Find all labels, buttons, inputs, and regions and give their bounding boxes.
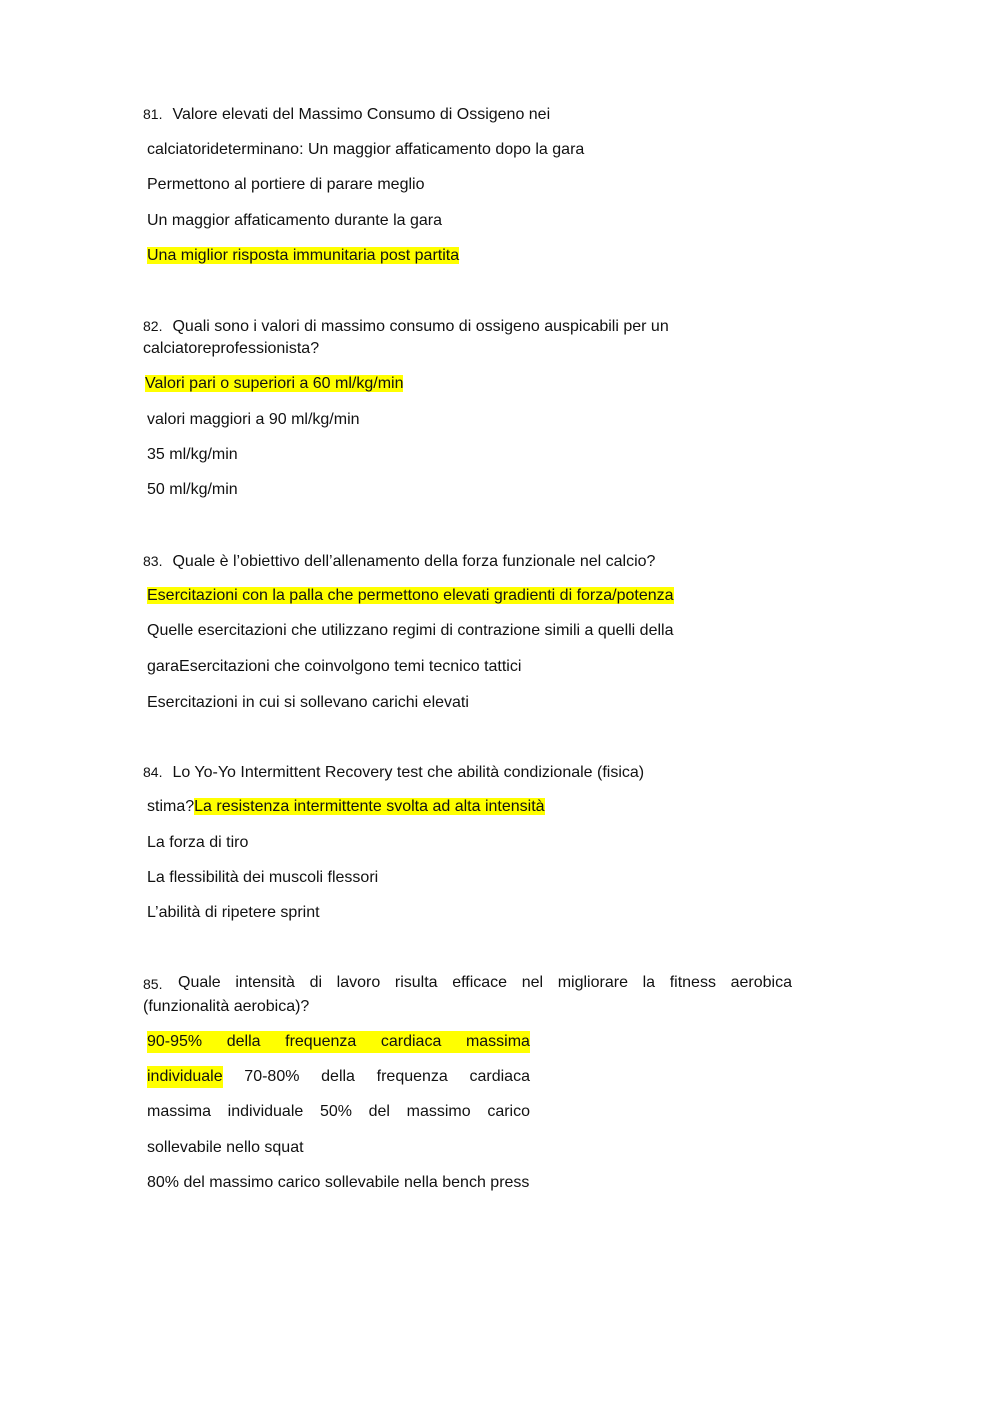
answer-option: La flessibilità dei muscoli flessori: [147, 869, 379, 886]
answer-option: L’abilità di ripetere sprint: [147, 904, 320, 921]
question-81-line-2: calciatorideterminano: Un maggior affaticamento dopo la gara: [147, 141, 585, 158]
word: cardiaca: [469, 1068, 530, 1085]
word: massima: [465, 1033, 530, 1050]
question-81-line-1: [143, 103, 550, 126]
question-text: Quali sono i valori di massimo consumo di ossigeno auspicabili per un: [172, 318, 669, 335]
answer-option-highlighted: [147, 585, 674, 607]
question-82-line-2: calciatoreprofessionista?: [143, 340, 320, 357]
word: massima: [147, 1103, 212, 1120]
answer-option: Esercitazioni in cui si sollevano carichi elevati: [147, 694, 469, 711]
word: della: [226, 1033, 261, 1050]
question-text: Quale è l’obiettivo dell’allenamento della forza funzionale nel calcio?: [172, 553, 656, 570]
word: 50%: [319, 1103, 352, 1120]
word: cardiaca: [380, 1033, 442, 1050]
question-number: 84.: [143, 764, 163, 780]
answer-option-highlighted: [145, 373, 403, 395]
answer-option: valori maggiori a 90 ml/kg/min: [147, 411, 360, 428]
question-number: 83.: [143, 553, 163, 569]
highlighted-answer: Una miglior risposta immunitaria post partita: [147, 247, 460, 264]
word: migliorare: [557, 974, 628, 991]
word: lavoro: [336, 974, 381, 991]
question-text: Lo Yo-Yo Intermittent Recovery test che abilità condizionale (fisica): [172, 764, 645, 781]
answer-option: 35 ml/kg/min: [147, 446, 238, 463]
word: fitness: [669, 974, 716, 991]
answer-option: 80% del massimo carico sollevabile nella bench press: [147, 1174, 530, 1191]
question-number: 82.: [143, 318, 163, 334]
question-text: Valore elevati del Massimo Consumo di Ossigeno nei: [172, 106, 551, 123]
question-84-line-1: [143, 761, 644, 784]
answer-line: sollevabile nello squat: [147, 1139, 304, 1156]
answer-highlighted-line: [147, 1031, 530, 1053]
word: Quale: [178, 974, 221, 991]
question-85-number: 85.: [143, 976, 163, 992]
highlighted-answer: Valori pari o superiori a 60 ml/kg/min: [145, 375, 404, 392]
answer-option-highlighted: [147, 245, 459, 267]
answer-option: Permettono al portiere di parare meglio: [147, 176, 425, 193]
word: del: [368, 1103, 390, 1120]
answer-option: garaEsercitazioni che coinvolgono temi tecnico tattici: [147, 658, 522, 675]
answer-line: [147, 1066, 530, 1088]
answer-option: Quelle esercitazioni che utilizzano regimi di contrazione simili a quelli della: [147, 622, 674, 639]
question-text: stima?: [147, 798, 195, 815]
word: intensità: [235, 974, 295, 991]
word: massimo: [406, 1103, 471, 1120]
word: di: [309, 974, 323, 991]
answer-option: Un maggior affaticamento durante la gara: [147, 212, 442, 229]
question-85-line-1: [178, 972, 792, 994]
word: carico: [487, 1103, 530, 1120]
question-84-line-2: [147, 796, 545, 818]
answer-option: 50 ml/kg/min: [147, 481, 238, 498]
word: la: [642, 974, 656, 991]
answer-option: La forza di tiro: [147, 834, 249, 851]
question-85-line-2: (funzionalità aerobica)?: [143, 998, 310, 1015]
word: aerobica: [730, 974, 792, 991]
highlighted-answer: individuale: [147, 1066, 223, 1088]
word: frequenza: [376, 1068, 448, 1085]
word: della: [321, 1068, 355, 1085]
word: individuale: [227, 1103, 304, 1120]
answer-line: [147, 1101, 530, 1123]
word: frequenza: [285, 1033, 357, 1050]
highlighted-answer: Esercitazioni con la palla che permettono elevati gradienti di forza/potenza: [147, 587, 674, 604]
question-82-line-1: [143, 315, 669, 338]
highlighted-answer: La resistenza intermittente svolta ad alta intensità: [194, 798, 545, 815]
word: 90-95%: [147, 1033, 203, 1050]
word: nel: [521, 974, 544, 991]
word: risulta: [394, 974, 438, 991]
question-83-line-1: [143, 550, 655, 573]
word: 70-80%: [244, 1068, 300, 1085]
question-number: 81.: [143, 106, 163, 122]
word: efficace: [452, 974, 508, 991]
